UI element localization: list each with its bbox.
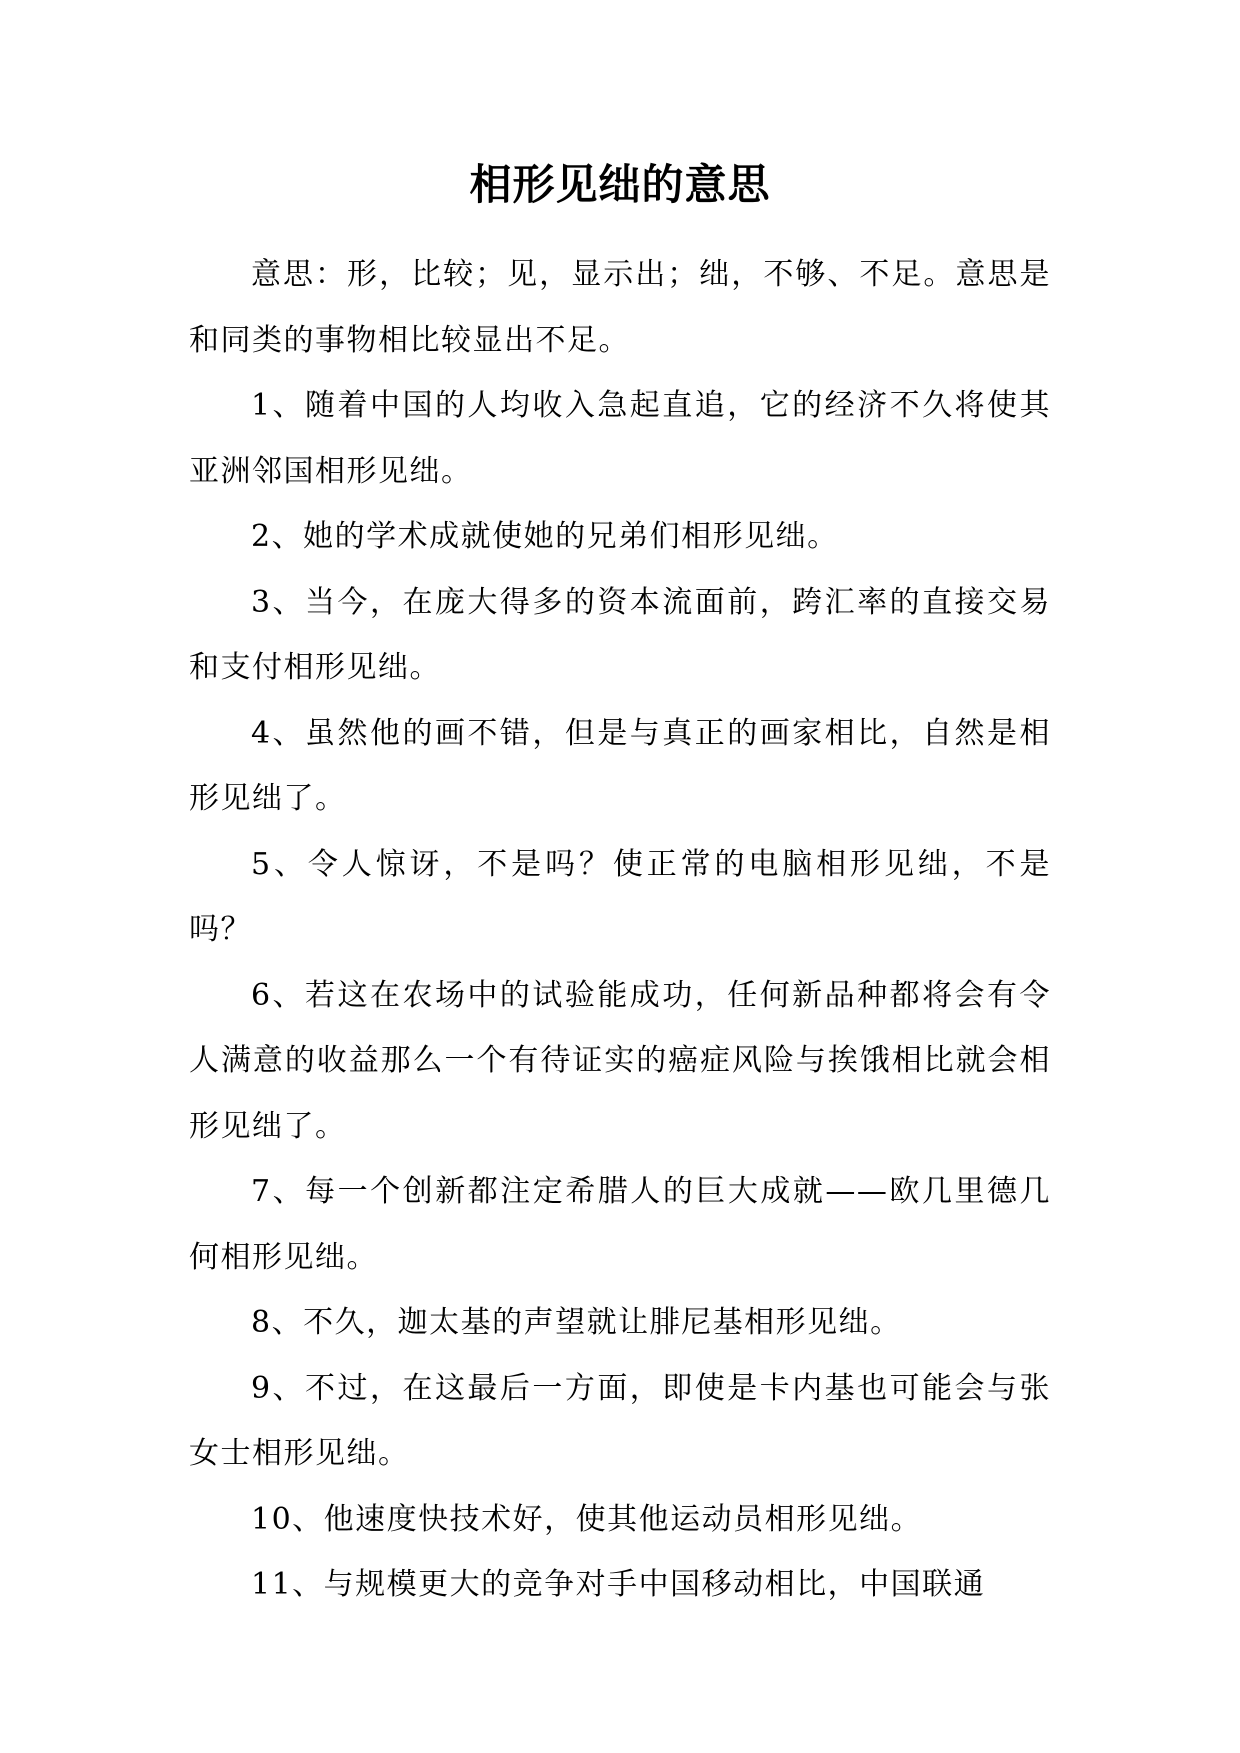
paragraph-example-6: 6、若这在农场中的试验能成功，任何新品种都将会有令人满意的收益那么一个有待证实的癌症风险与挨饿相比就会相形见绌了。 xyxy=(189,977,1051,1144)
paragraph-example-8: 8、不久，迦太基的声望就让腓尼基相形见绌。 xyxy=(251,1305,902,1340)
document-body xyxy=(189,242,1051,1618)
paragraph-example-5: 5、令人惊讶，不是吗？使正常的电脑相形见绌，不是吗？ xyxy=(189,846,1051,947)
paragraph-example-11: 11、与规模更大的竞争对手中国移动相比，中国联通 xyxy=(251,1567,986,1602)
paragraph-example-9: 9、不过，在这最后一方面，即使是卡内基也可能会与张女士相形见绌。 xyxy=(189,1370,1051,1471)
document-title: 相形见绌的意思 xyxy=(469,160,771,209)
paragraph-example-3: 3、当今，在庞大得多的资本流面前，跨汇率的直接交易和支付相形见绌。 xyxy=(189,584,1051,685)
paragraph-definition: 意思：形，比较；见，显示出；绌，不够、不足。意思是和同类的事物相比较显出不足。 xyxy=(189,257,1051,358)
paragraph-example-10: 10、他速度快技术好，使其他运动员相形见绌。 xyxy=(251,1501,923,1537)
paragraph-example-2: 2、她的学术成就使她的兄弟们相形见绌。 xyxy=(251,519,839,554)
paragraph-example-1: 1、随着中国的人均收入急起直追，它的经济不久将使其亚洲邻国相形见绌。 xyxy=(189,388,1051,489)
paragraph-example-7: 7、每一个创新都注定希腊人的巨大成就——欧几里德几何相形见绌。 xyxy=(189,1174,1051,1275)
paragraph-example-4: 4、虽然他的画不错，但是与真正的画家相比，自然是相形见绌了。 xyxy=(189,715,1051,816)
